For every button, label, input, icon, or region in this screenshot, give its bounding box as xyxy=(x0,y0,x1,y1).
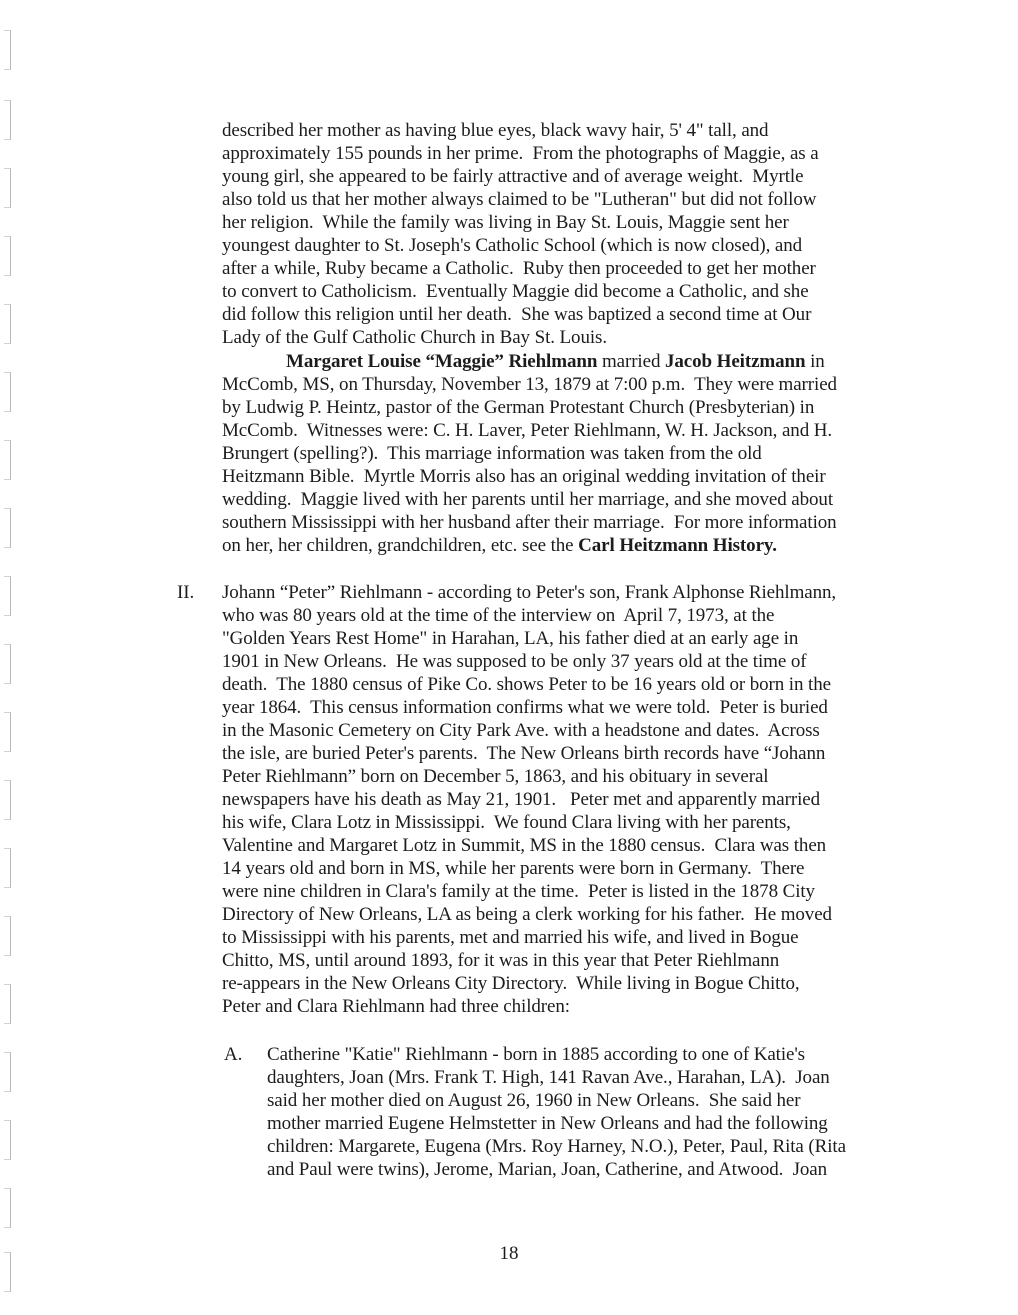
text-line: approximately 155 pounds in her prime. From the photographs of Maggie, as a xyxy=(222,143,819,164)
text-line: by Ludwig P. Heintz, pastor of the German Protestant Church (Presbyterian) in xyxy=(222,397,815,418)
text-line: McComb, MS, on Thursday, November 13, 1879 at 7:00 p.m. They were married xyxy=(222,374,837,395)
text-line: young girl, she appeared to be fairly attractive and of average weight. Myrtle xyxy=(222,166,804,187)
text-line: youngest daughter to St. Joseph's Catholic School (which is now closed), and xyxy=(222,235,802,256)
text-line: year 1864. This census information confirms what we were told. Peter is buried xyxy=(222,697,828,718)
text-line: "Golden Years Rest Home" in Harahan, LA, his father died at an early age in xyxy=(222,628,799,649)
text-line: daughters, Joan (Mrs. Frank T. High, 141 Ravan Ave., Harahan, LA). Joan xyxy=(267,1067,830,1088)
text-line: described her mother as having blue eyes, black wavy hair, 5' 4" tall, and xyxy=(222,120,769,141)
page-number: 18 xyxy=(499,1243,519,1264)
text-line: did follow this religion until her death. She was baptized a second time at Our xyxy=(222,304,812,325)
text-line: children: Margarete, Eugena (Mrs. Roy Harney, N.O.), Peter, Paul, Rita (Rita xyxy=(267,1136,846,1157)
text-line: re-appears in the New Orleans City Directory. While living in Bogue Chitto, xyxy=(222,973,800,994)
section-marker: II. xyxy=(177,582,195,603)
text-line: Heitzmann Bible. Myrtle Morris also has an original wedding invitation of their xyxy=(222,466,826,487)
text-line: Valentine and Margaret Lotz in Summit, MS in the 1880 census. Clara was then xyxy=(222,835,827,856)
text-line: southern Mississippi with her husband after their marriage. For more information xyxy=(222,512,837,533)
text-line: Brungert (spelling?). This marriage information was taken from the old xyxy=(222,443,762,464)
text-line: 1901 in New Orleans. He was supposed to be only 37 years old at the time of xyxy=(222,651,807,672)
text-line: in the Masonic Cemetery on City Park Ave. with a headstone and dates. Across xyxy=(222,720,820,741)
text-line: to Mississippi with his parents, met and married his wife, and lived in Bogue xyxy=(222,927,799,948)
text-line: wedding. Maggie lived with her parents until her marriage, and she moved about xyxy=(222,489,834,510)
text-line: Peter and Clara Riehlmann had three children: xyxy=(222,996,570,1017)
text-line: newspapers have his death as May 21, 1901. Peter met and apparently married xyxy=(222,789,820,810)
bold-name: Margaret Louise “Maggie” Riehlmann xyxy=(286,351,598,372)
bold-name: Jacob Heitzmann xyxy=(665,351,806,372)
text-line: 14 years old and born in MS, while her parents were born in Germany. There xyxy=(222,858,805,879)
text-line xyxy=(222,534,777,557)
text-line: after a while, Ruby became a Catholic. Ruby then proceeded to get her mother xyxy=(222,258,816,279)
text-line: mother married Eugene Helmstetter in New Orleans and had the following xyxy=(267,1113,828,1134)
text-line: who was 80 years old at the time of the interview on April 7, 1973, at the xyxy=(222,605,775,626)
bold-reference: Carl Heitzmann History. xyxy=(578,535,777,556)
text-line: to convert to Catholicism. Eventually Maggie did become a Catholic, and she xyxy=(222,281,809,302)
text-line: also told us that her mother always claimed to be "Lutheran" but did not follow xyxy=(222,189,817,210)
text-line: Lady of the Gulf Catholic Church in Bay St. Louis. xyxy=(222,327,607,348)
text-line: the isle, are buried Peter's parents. The New Orleans birth records have “Johann xyxy=(222,743,826,764)
inline-text: on her, her children, grandchildren, etc. see the xyxy=(222,535,579,556)
subsection-marker: A. xyxy=(224,1044,243,1065)
inline-text: in xyxy=(805,351,825,372)
text-line: and Paul were twins), Jerome, Marian, Joan, Catherine, and Atwood. Joan xyxy=(267,1159,828,1180)
text-line: her religion. While the family was living in Bay St. Louis, Maggie sent her xyxy=(222,212,789,233)
text-line: death. The 1880 census of Pike Co. shows Peter to be 16 years old or born in the xyxy=(222,674,831,695)
text-line: Directory of New Orleans, LA as being a clerk working for his father. He moved xyxy=(222,904,832,925)
text-line: Catherine "Katie" Riehlmann - born in 1885 according to one of Katie's xyxy=(267,1044,805,1065)
text-line: said her mother died on August 26, 1960 in New Orleans. She said her xyxy=(267,1090,801,1111)
text-line: McComb. Witnesses were: C. H. Laver, Peter Riehlmann, W. H. Jackson, and H. xyxy=(222,420,833,441)
text-line: Peter Riehlmann” born on December 5, 1863, and his obituary in several xyxy=(222,766,769,787)
text-line: Johann “Peter” Riehlmann - according to Peter's son, Frank Alphonse Riehlmann, xyxy=(222,582,837,603)
text-line xyxy=(286,350,825,373)
text-line: were nine children in Clara's family at the time. Peter is listed in the 1878 City xyxy=(222,881,815,902)
inline-text: married xyxy=(597,351,665,372)
text-line: Chitto, MS, until around 1893, for it was in this year that Peter Riehlmann xyxy=(222,950,780,971)
text-line: his wife, Clara Lotz in Mississippi. We found Clara living with her parents, xyxy=(222,812,791,833)
